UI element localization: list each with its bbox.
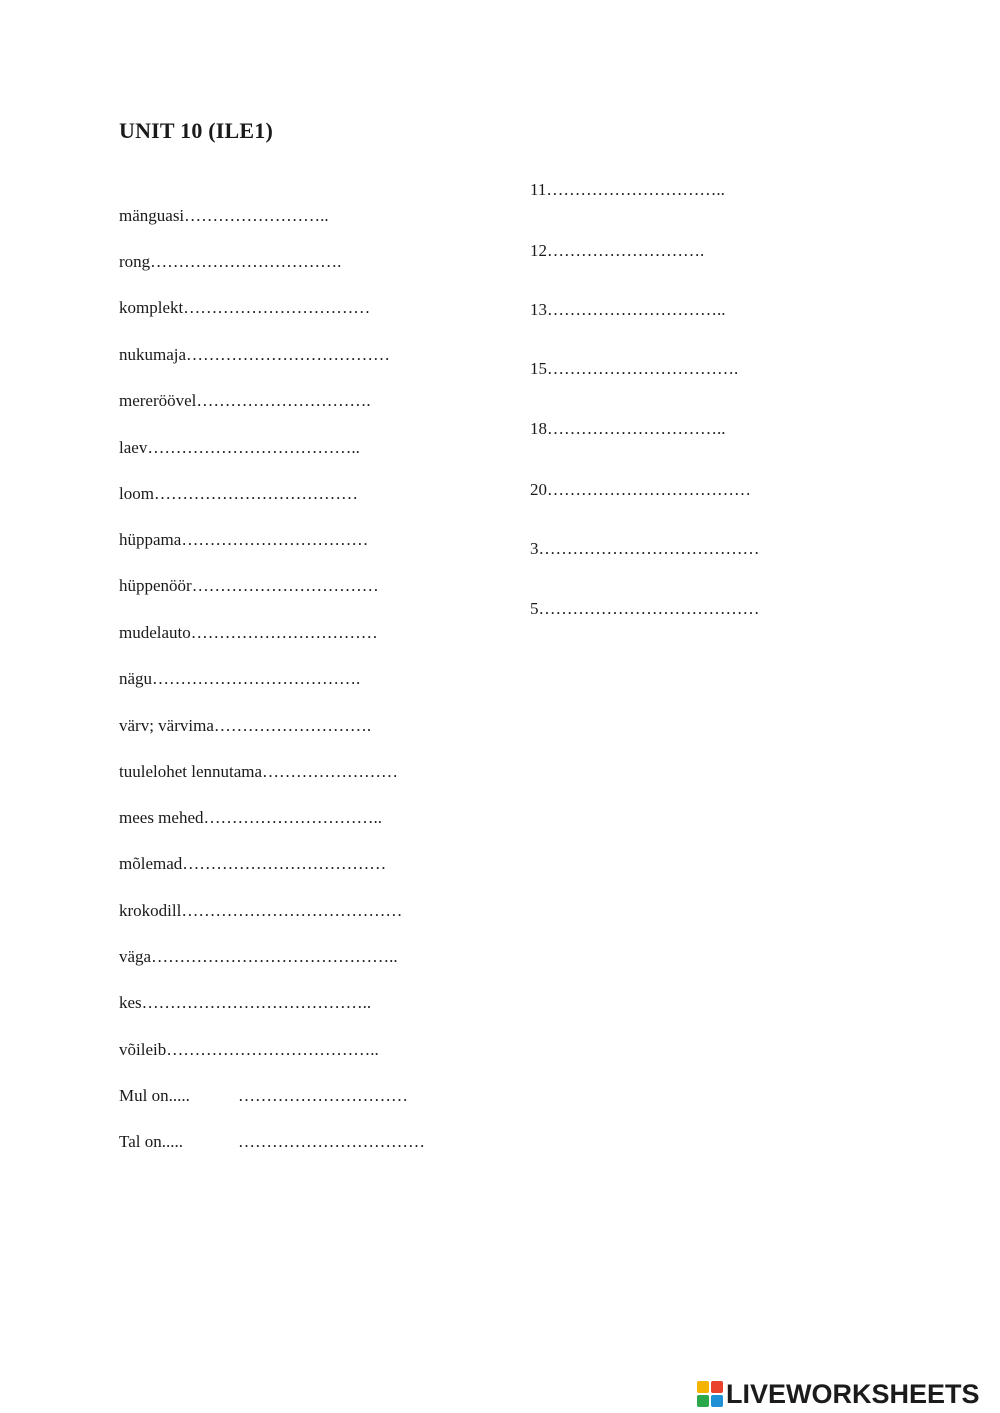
logo-square xyxy=(697,1381,709,1393)
vocab-item: loom……………………………… xyxy=(119,484,358,503)
logo-square xyxy=(697,1395,709,1407)
vocab-item: mänguasi…………………….. xyxy=(119,206,329,225)
worksheet-title: UNIT 10 (ILE1) xyxy=(119,118,273,143)
number-item: 3………………………………… xyxy=(530,539,760,558)
vocab-item: tuulelohet lennutama…………………… xyxy=(119,762,399,781)
vocab-item: hüppama…………………………… xyxy=(119,530,369,549)
vocab-item: võileib……………………………….. xyxy=(119,1040,379,1059)
vocab-item: värv; värvima………………………. xyxy=(119,716,372,735)
vocab-item: laev……………………………….. xyxy=(119,438,360,457)
number-item: 20……………………………… xyxy=(530,480,751,499)
vocab-item: mõlemad……………………………… xyxy=(119,854,387,873)
vocab-item: kes………………………………….. xyxy=(119,993,372,1012)
number-item: 18………………………….. xyxy=(530,419,726,438)
tal-on-blank: …………………………… xyxy=(238,1132,425,1151)
number-item: 12………………………. xyxy=(530,241,705,260)
logo-square xyxy=(711,1395,723,1407)
vocab-item: mees mehed………………………….. xyxy=(119,808,382,827)
number-item: 11………………………….. xyxy=(530,180,725,199)
liveworksheets-logo xyxy=(697,1378,980,1410)
vocab-item: nägu………………………………. xyxy=(119,669,361,688)
vocab-item-tal-on: Tal on..... xyxy=(119,1132,183,1151)
vocab-item: krokodill………………………………… xyxy=(119,901,403,920)
number-item: 13………………………….. xyxy=(530,300,726,319)
vocab-item: mereröövel…………………………. xyxy=(119,391,371,410)
vocab-item: komplekt…………………………… xyxy=(119,298,371,317)
number-item: 5………………………………… xyxy=(530,599,760,618)
vocab-item-mul-on: Mul on..... xyxy=(119,1086,190,1105)
mul-on-blank: ………………………… xyxy=(238,1086,408,1105)
vocab-item: rong……………………………. xyxy=(119,252,342,271)
vocab-item: väga…………………………………….. xyxy=(119,947,398,966)
vocab-item: mudelauto…………………………… xyxy=(119,623,378,642)
logo-text: LIVEWORKSHEETS xyxy=(726,1378,980,1409)
logo-square xyxy=(711,1381,723,1393)
logo-icon xyxy=(697,1381,723,1407)
number-item: 15……………………………. xyxy=(530,359,739,378)
vocab-item: nukumaja……………………………… xyxy=(119,345,391,364)
vocab-item: hüppenöör…………………………… xyxy=(119,576,379,595)
